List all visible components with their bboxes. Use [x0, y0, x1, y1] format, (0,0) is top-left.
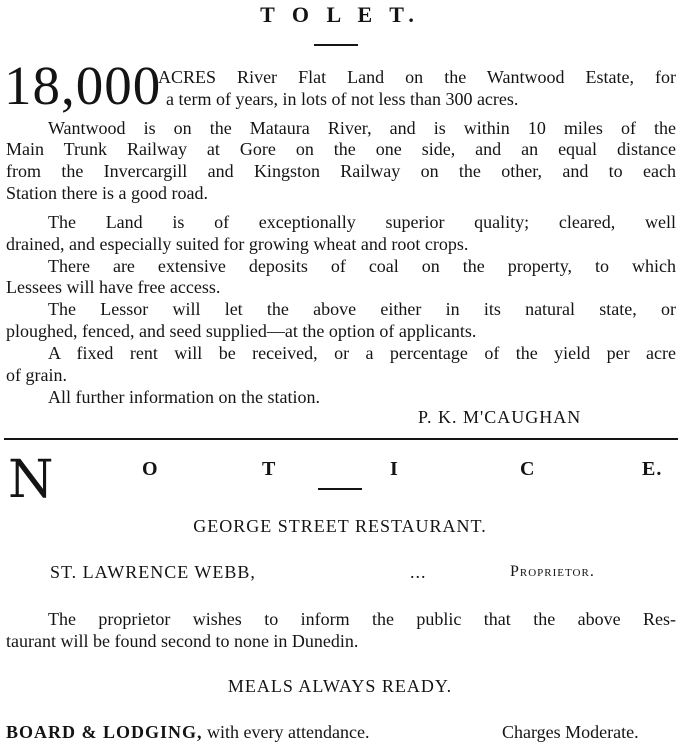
proprietor-title: Proprietor.	[510, 563, 595, 580]
notice-letter-e: E.	[642, 458, 663, 480]
para1-line2: Main Trunk Railway at Gore on the one side, and an equal distance	[6, 139, 676, 159]
para5-line2: of grain.	[6, 365, 67, 385]
para4-line2: ploughed, fenced, and seed supplied—at the option of applicants.	[6, 321, 477, 341]
meals-notice: MEALS ALWAYS READY.	[227, 676, 453, 696]
notice-letter-o: O	[142, 458, 159, 480]
notice-initial: N	[8, 450, 54, 510]
notice-letter-t: T	[262, 458, 277, 480]
message-line2: taurant will be found second to none in Dunedin.	[6, 631, 359, 651]
notice-letter-c: C	[520, 458, 536, 480]
lead-line-1: ACRES River Flat Land on the Wantwood Estate, for	[158, 67, 676, 87]
para2-line1: The Land is of exceptionally superior quality; cleared, well	[48, 212, 676, 232]
para2-line2: drained, and especially suited for growing wheat and root crops.	[6, 234, 469, 254]
heading-divider	[314, 44, 358, 46]
notice-divider	[318, 488, 362, 490]
para3-line1: There are extensive deposits of coal on the property, to which	[48, 256, 676, 276]
para1-line1: Wantwood is on the Mataura River, and is within 10 miles of the	[48, 118, 676, 138]
charges-note: Charges Moderate.	[502, 722, 639, 742]
restaurant-name: GEORGE STREET RESTAURANT.	[193, 516, 487, 536]
message-line1: The proprietor wishes to inform the public that the above Res-	[48, 609, 676, 629]
ad-separator	[4, 438, 678, 440]
acreage-number: 18,000	[4, 55, 162, 116]
board-lodging-label: BOARD & LODGING,	[6, 722, 203, 742]
proprietor-name: ST. LAWRENCE WEBB,	[50, 562, 256, 582]
to-let-heading: T O L E T.	[260, 2, 420, 27]
leader-dots: ...	[410, 562, 427, 582]
lead-line-2: a term of years, in lots of not less than 300 acres.	[166, 89, 519, 109]
para1-line3: from the Invercargill and Kingston Railway on the other, and to each	[6, 161, 676, 181]
para5-line1: A fixed rent will be received, or a percentage of the yield per acre	[48, 343, 676, 363]
para1-line4: Station there is a good road.	[6, 183, 208, 203]
signature: P. K. M'CAUGHAN	[418, 407, 582, 427]
para6-line: All further information on the station.	[48, 387, 320, 407]
board-lodging-line	[6, 722, 369, 743]
para3-line2: Lessees will have free access.	[6, 277, 221, 297]
board-lodging-detail: with every attendance.	[207, 722, 370, 742]
para4-line1: The Lessor will let the above either in its natural state, or	[48, 299, 676, 319]
notice-letter-i: I	[390, 458, 399, 480]
